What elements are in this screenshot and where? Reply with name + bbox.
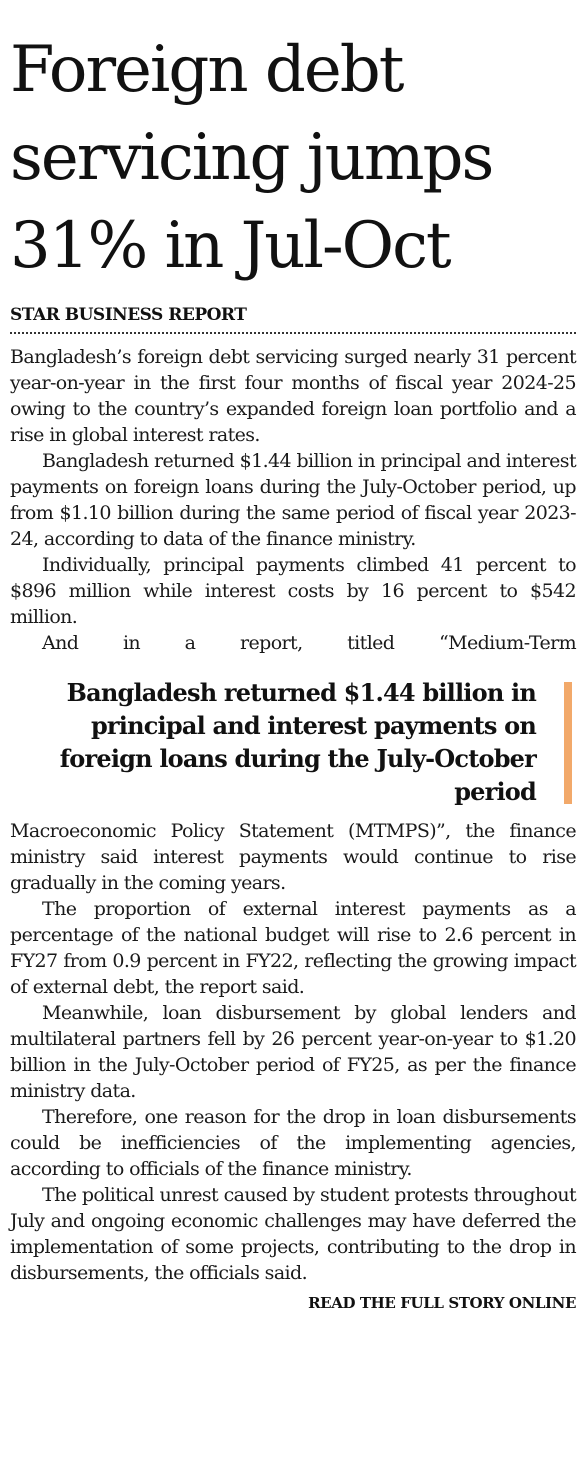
paragraph: Bangladesh returned $1.44 billion in principal and interest payments on foreign loans during the July-October period, up from $1.10 billion during the same period of fiscal year 2023-24, according to data of the finance ministry. bbox=[10, 450, 576, 550]
paragraph: Macroeconomic Policy Statement (MTMPS)”, the finance ministry said interest payments would continue to rise gradually in the coming years. bbox=[10, 820, 576, 894]
pull-quote-text: Bangladesh returned $1.44 billion in principal and interest payments on foreign loans during the July-October period bbox=[59, 678, 536, 806]
pull-quote-accent-bar bbox=[564, 682, 572, 804]
paragraph: The political unrest caused by student protests throughout July and ongoing economic challenges may have deferred the implementation of some projects, contributing to the drop in disbursements, the officials said. bbox=[10, 1184, 576, 1284]
article-body-top bbox=[10, 344, 576, 656]
read-full-story-link[interactable]: READ THE FULL STORY ONLINE bbox=[308, 1294, 576, 1312]
article-body-bottom bbox=[10, 818, 576, 1286]
dotted-divider bbox=[10, 332, 576, 334]
byline: STAR BUSINESS REPORT bbox=[10, 305, 247, 325]
headline: Foreign debt servicing jumps 31% in Jul-Oct bbox=[10, 33, 493, 283]
paragraph: Bangladesh’s foreign debt servicing surged nearly 31 percent year-on-year in the first four months of fiscal year 2024-25 owing to the country’s expanded foreign loan portfolio and a rise in global interest rates. bbox=[10, 346, 576, 446]
paragraph: The proportion of external interest payments as a percentage of the national budget will rise to 2.6 percent in FY27 from 0.9 percent in FY22, reflecting the growing impact of external debt, the report said. bbox=[10, 898, 576, 998]
paragraph: Individually, principal payments climbed 41 percent to $896 million while interest costs by 16 percent to $542 million. bbox=[10, 554, 576, 628]
pull-quote bbox=[10, 676, 576, 808]
paragraph: And in a report, titled “Medium-Term bbox=[42, 632, 576, 654]
article bbox=[10, 0, 576, 1312]
paragraph: Meanwhile, loan disbursement by global lenders and multilateral partners fell by 26 percent year-on-year to $1.20 billion in the July-October period of FY25, as per the finance ministry data. bbox=[10, 1002, 576, 1102]
paragraph: Therefore, one reason for the drop in loan disbursements could be inefficiencies of the implementing agencies, according to officials of the finance ministry. bbox=[10, 1106, 576, 1180]
